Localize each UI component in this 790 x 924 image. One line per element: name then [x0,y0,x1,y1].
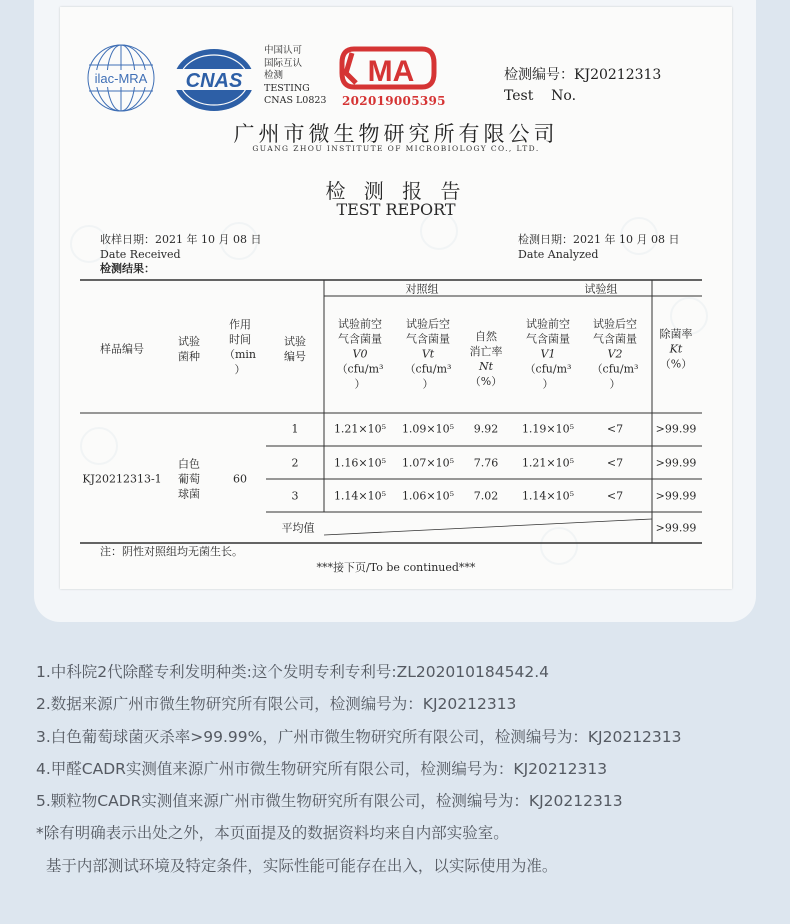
test-number [504,65,661,107]
footnote-item: 基于内部测试环境及特定条件，实际性能可能存在出入，以实际使用为准。 [36,856,558,875]
table-cell: 1.06×10⁵ [401,489,455,503]
date-received-cn: 收样日期：2021 年 10 月 08 日 [100,233,262,246]
strain-cell: 白色 葡萄 球菌 [178,457,200,501]
footnote-item: 5.颗粒物CADR实测值来源广州市微生物研究所有限公司，检测编号为：KJ20212313 [36,792,623,811]
table-cell: 3 [291,489,299,503]
table-cell: 1.19×10⁵ [521,422,575,436]
table-cell: 1.14×10⁵ [521,489,575,503]
test-report-document [60,7,732,589]
cma-number: 202019005395 [342,94,446,108]
footnote-item: 2.数据来源广州市微生物研究所有限公司，检测编号为：KJ20212313 [36,695,517,714]
table-cell: 1.14×10⁵ [333,489,387,503]
continued-label: ***接下页/To be continued*** [316,561,476,574]
table-cell: 9.92 [473,422,499,436]
cnas-line: 中国认可 [264,45,303,56]
footnotes [36,656,766,882]
header-test-no: 试验 编号 [284,335,306,363]
results-table [80,279,702,547]
header-v1: 试验前空 气含菌量 V1 （cfu/m³ ） [524,317,572,391]
date-received [100,233,261,277]
ilac-mra-logo-icon [86,43,156,113]
table-cell: >99.99 [655,456,697,470]
date-analyzed-cn: 检测日期：2021 年 10 月 08 日 [518,233,680,246]
header-time: 作用 时间 （min ） [223,318,257,376]
average-value: >99.99 [655,521,697,535]
header-nt: 自然 消亡率 Nt （%） [469,330,503,388]
test-number-cn: 检测编号：KJ20212313 [504,67,662,83]
cnas-line: 检测 [264,70,284,81]
header-kt: 除菌率 Kt （%） [659,327,693,371]
cnas-label: CNAS [185,70,243,92]
table-cell: <7 [606,456,624,470]
header-v2: 试验后空 气含菌量 V2 （cfu/m³ ） [591,317,639,391]
table-cell: 1.09×10⁵ [401,422,455,436]
time-cell: 60 [233,472,247,486]
table-cell: 1.07×10⁵ [401,456,455,470]
date-analyzed [518,233,679,262]
average-label: 平均值 [281,521,315,535]
table-cell: 1.21×10⁵ [521,456,575,470]
table-cell: 7.02 [473,489,499,503]
table-cell: 1.21×10⁵ [333,422,387,436]
report-title-en: TEST REPORT [336,200,456,219]
table-cell: <7 [606,422,624,436]
cnas-logo-icon [172,47,256,113]
organization-name-en: GUANG ZHOU INSTITUTE OF MICROBIOLOGY CO., LTD. [252,144,540,153]
table-cell: <7 [606,489,624,503]
organization-name: 广州市微生物研究所有限公司 [233,122,559,146]
header-v0: 试验前空 气含菌量 V0 （cfu/m³ ） [336,317,384,391]
header-sample-id: 样品编号 [100,342,144,356]
footnote-item: *除有明确表示出处之外，本页面提及的数据资料均来自内部实验室。 [36,824,509,843]
cnas-line: TESTING [264,82,310,94]
footnote-item: 1.中科院2代除醛专利发明种类:这个发明专利专利号:ZL202010184542.4 [36,663,549,681]
sample-id-cell: KJ20212313-1 [82,472,162,486]
table-cell: 7.76 [473,456,499,470]
cnas-line: CNAS L0823 [264,95,327,106]
cma-label: MA [367,55,415,88]
results-label: 检测结果： [100,262,155,275]
table-cell: 2 [291,456,299,470]
ilac-label: ilac-MRA [94,71,148,86]
header-strain: 试验 菌种 [178,335,200,363]
cnas-accreditation-text [264,45,326,108]
table-note: 注：阴性对照组均无菌生长。 [100,545,243,558]
table-cell: 1 [291,422,299,436]
header-vt: 试验后空 气含菌量 Vt （cfu/m³ ） [404,317,452,391]
table-cell: 1.16×10⁵ [333,456,387,470]
header-test-group: 试验组 [584,282,618,296]
footnote-item: 4.甲醛CADR实测值来源广州市微生物研究所有限公司，检测编号为：KJ20212313 [36,759,608,778]
header-control-group: 对照组 [405,282,439,296]
date-analyzed-en: Date Analyzed [518,247,599,261]
table-cell: >99.99 [655,489,697,503]
footnote-item: 3.白色葡萄球菌灭杀率>99.99%，广州市微生物研究所有限公司，检测编号为：KJ20212313 [36,727,682,746]
test-number-en: Test No. [504,88,577,104]
report-title: 检 测 报 告 [325,179,467,203]
date-received-en: Date Received [100,247,181,261]
table-cell: >99.99 [655,422,697,436]
cnas-line: 国际互认 [264,57,303,69]
